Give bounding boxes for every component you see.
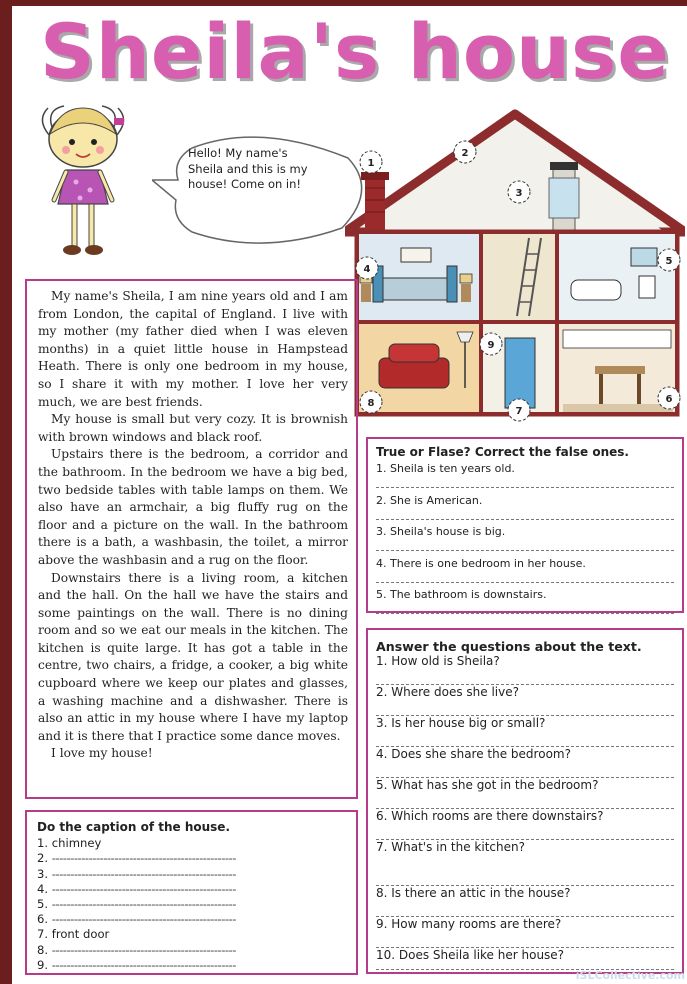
answer-line[interactable]: [376, 541, 674, 551]
house-number-1: 1: [367, 158, 375, 169]
watermark: iSLCollective.com: [575, 969, 685, 982]
caption-title: Do the caption of the house.: [37, 820, 231, 834]
caption-item[interactable]: 8. --------------------------------------------------: [37, 942, 236, 957]
true-false-item[interactable]: 4. There is one bedroom in her house.: [376, 557, 674, 589]
answer-line[interactable]: [376, 932, 674, 948]
true-false-item[interactable]: 2. She is American.: [376, 494, 674, 526]
speech-bubble: [152, 128, 366, 250]
question-item[interactable]: 3. Is her house big or small?: [376, 716, 674, 747]
house-number-5: 5: [665, 256, 673, 267]
story-paragraph: Downstairs there is a living room, a kitchen and the hall. On the hall we have the stairs and some paintings on the wall. There is no dining room and so we eat our meals in the kitchen. The kitchen is quite large. It has got a table in the centre, two chairs, a fridge, a cooker, a big white cupboard where we keep our plates and glasses, a washing machine and a dishwasher. There is also an attic in my house where I have my laptop and it is there that I practice some dance moves.: [38, 570, 348, 743]
questions-exercise: [366, 628, 684, 974]
story-paragraph: I love my house!: [51, 746, 153, 761]
true-false-title: True or Flase? Correct the false ones.: [376, 445, 629, 459]
caption-item[interactable]: 7. front door: [37, 927, 110, 942]
caption-item[interactable]: 6. --------------------------------------------------: [37, 912, 236, 927]
answer-line[interactable]: [376, 510, 674, 520]
page-title: Sheila's house: [40, 7, 670, 96]
true-false-item[interactable]: 5. The bathroom is downstairs.: [376, 588, 674, 620]
caption-item[interactable]: 3. --------------------------------------------------: [37, 866, 236, 881]
house-number-8: 8: [367, 398, 375, 409]
story-text-box: [25, 279, 358, 799]
question-item[interactable]: 4. Does she share the bedroom?: [376, 747, 674, 778]
story-paragraph: My house is small but very cozy. It is brownish with brown windows and black roof.: [38, 412, 348, 444]
answer-line[interactable]: [376, 793, 674, 809]
sheila-illustration: [28, 104, 138, 274]
answer-line[interactable]: [376, 855, 674, 886]
answer-line[interactable]: [376, 573, 674, 583]
question-item[interactable]: 2. Where does she live?: [376, 685, 674, 716]
caption-item[interactable]: 2. --------------------------------------------------: [37, 851, 236, 866]
answer-line[interactable]: [376, 901, 674, 917]
question-item[interactable]: 10. Does Sheila like her house?: [376, 948, 674, 970]
question-item[interactable]: 5. What has she got in the bedroom?: [376, 778, 674, 809]
answer-line[interactable]: [376, 604, 674, 614]
caption-exercise: [25, 810, 358, 975]
question-item[interactable]: 1. How old is Sheila?: [376, 654, 674, 685]
house-number-7: 7: [515, 406, 523, 417]
house-number-2: 2: [461, 148, 469, 159]
house-number-4: 4: [363, 264, 371, 275]
caption-item[interactable]: 5. --------------------------------------------------: [37, 896, 236, 911]
answer-line[interactable]: [376, 700, 674, 716]
answer-line[interactable]: [376, 824, 674, 840]
true-false-item[interactable]: 3. Sheila's house is big.: [376, 525, 674, 557]
caption-item[interactable]: 1. chimney: [37, 836, 102, 851]
story-paragraph: My name's Sheila, I am nine years old and I am from London, the capital of England. I live with my mother (my father died when I was eleven months) in a quiet little house in Hampstead Heath. There is only one bedroom in my house, so I share it with my mother. I love her very much, we are best friends.: [38, 289, 348, 409]
left-border: [0, 0, 12, 984]
question-item[interactable]: 6. Which rooms are there downstairs?: [376, 809, 674, 840]
answer-line[interactable]: [376, 478, 674, 488]
answer-line[interactable]: [376, 762, 674, 778]
house-diagram: [345, 108, 685, 426]
caption-item[interactable]: 9. --------------------------------------------------: [37, 957, 236, 972]
house-number-3: 3: [515, 188, 523, 199]
question-item[interactable]: 9. How many rooms are there?: [376, 917, 674, 948]
questions-title: Answer the questions about the text.: [376, 639, 642, 654]
story-paragraph: Upstairs there is the bedroom, a corridor and the bathroom. In the bedroom we have a big bed, two bedside tables with table lamps on them. We also have an armchair, a big fluffy rug on the floor and a picture on the wall. In the bathroom there is a bath, a washbasin, the toilet, a mirror above the washbasin and a rug on the floor.: [38, 447, 348, 567]
caption-item[interactable]: 4. --------------------------------------------------: [37, 881, 236, 896]
true-false-exercise: [366, 437, 684, 613]
house-number-9: 9: [487, 340, 495, 351]
question-item[interactable]: 7. What's in the kitchen?: [376, 840, 674, 886]
house-number-6: 6: [665, 394, 673, 405]
question-item[interactable]: 8. Is there an attic in the house?: [376, 886, 674, 917]
answer-line[interactable]: [376, 731, 674, 747]
speech-text: Hello! My name's Sheila and this is my house! Come on in!: [188, 146, 308, 191]
answer-line[interactable]: [376, 669, 674, 685]
true-false-item[interactable]: 1. Sheila is ten years old.: [376, 462, 674, 494]
